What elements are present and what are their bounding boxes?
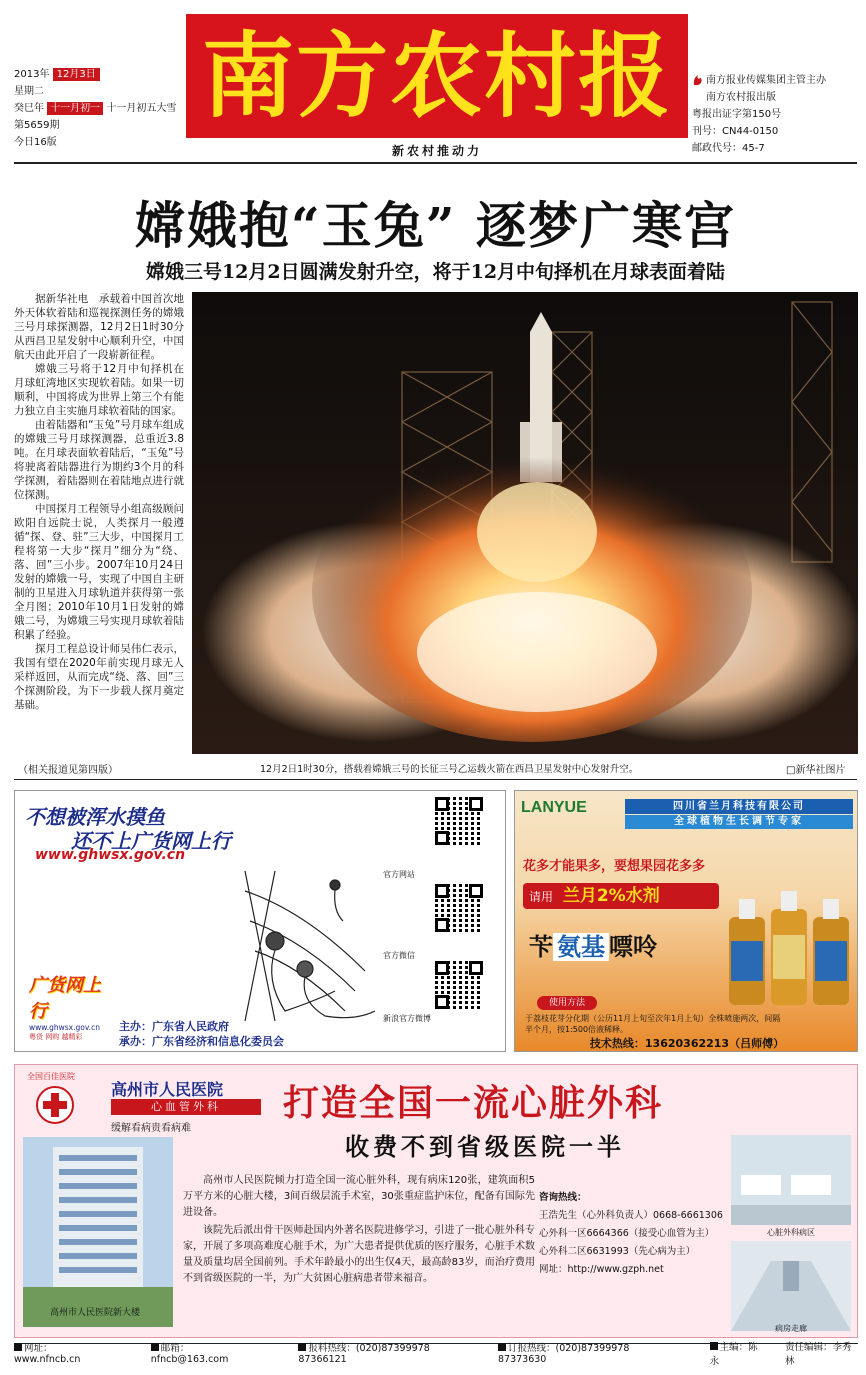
photo-credit: □新华社图片 [786,765,846,776]
publisher-line4: 刊号：CN44-0150 [692,126,779,137]
publisher-logo-icon [692,74,704,86]
publisher-line5: 邮政代号：45-7 [692,143,765,154]
lanyue-product-banner [523,883,719,909]
footer-website[interactable]: 网址：www.nfncb.cn [14,1343,81,1365]
lanyue-company: 四川省兰月科技有限公司 [625,799,853,814]
article-body [14,292,184,712]
contact-line: 心外科一区6664366（接受心血管为主） [539,1228,715,1239]
ad-guanghuo-online[interactable] [14,790,506,1052]
publisher-line3: 粤报出证字第150号 [692,109,782,120]
hospital-ad-subtitle: 收费不到省级医院一半 [345,1133,625,1161]
square-icon [710,1342,718,1350]
ward-photo-2-caption: 病房走廊 [775,1324,807,1333]
page-count: 今日16版 [14,137,57,148]
contact-url[interactable]: 网址：http://www.gzph.net [539,1264,664,1275]
lanyue-product: 兰月2%水剂 [562,886,660,906]
rocket-launch-image [192,292,858,754]
photo-caption: 12月2日1时30分，搭载着嫦娥三号的长征三号乙运载火箭在西昌卫星发射中心发射升空。 [260,764,639,775]
qr-code-group [383,797,503,1024]
footer-email[interactable]: 邮箱：nfncb@163.com [150,1343,229,1365]
ad-lanyue[interactable] [514,790,858,1052]
ad1-url[interactable]: www.ghwsx.gov.cn [35,847,186,863]
contact-line: 心外科二区6631993（先心病为主） [539,1246,696,1257]
slogan: 新农村推动力 [391,144,482,158]
square-icon [14,1343,22,1351]
product-bottles-image [725,889,853,1009]
qr-code-website[interactable] [435,797,483,845]
footer-duty-editor: 责任编辑：李秀林 [784,1341,852,1367]
masthead-publisher-block [692,72,862,157]
fishermen-illustration [205,851,395,1031]
lanyue-use-prefix: 请用 [529,890,554,904]
hospital-cross-icon [35,1085,75,1125]
building-caption: 高州市人民医院新大楼 [49,1308,140,1318]
divider [14,779,857,780]
lanyue-tagline: 全球植物生长调节专家 [625,815,853,829]
publisher-line1: 南方报业传媒集团主管主办 [706,75,826,86]
ad1-organizer: 承办：广东省经济和信息化委员会 [119,1035,284,1048]
rocket-launch-photo [192,292,858,754]
divider [14,162,857,164]
hospital-dept: 心血管外科 [111,1099,261,1115]
subheadline: 嫦娥三号12月2日圆满发射升空，将于12月中旬择机在月球表面着陆 [145,261,726,283]
ad1-sponsors [119,1019,284,1049]
masthead-date-block [14,66,184,151]
issue-number: 第5659期 [14,120,60,131]
ingredient-a: 苄 [529,933,553,961]
ward-photo-2 [731,1241,851,1331]
date-year: 2013年 [14,69,50,80]
hospital-badge: 全国百佳医院 [27,1072,75,1081]
qr-label-wechat: 官方微信 [383,951,415,960]
hospital-ad-title: 打造全国一流心脏外科 [283,1083,664,1124]
qr-code-weibo[interactable] [435,961,483,1009]
hospital-building-image [23,1137,173,1327]
lunar-term: 十一月初五大雪 [106,103,177,114]
square-icon [151,1343,159,1351]
square-icon [498,1343,506,1351]
usage-text: 于荔枝花芽分化期（公历11月上旬至次年1月上旬）全株喷施两次，间隔半个月，按1:500倍液稀释。 [525,1014,781,1034]
ad-gaozhou-hospital[interactable] [14,1064,858,1338]
ward-photo-1-caption: 心脏外科病区 [767,1228,815,1237]
ward-photo-1 [731,1135,851,1225]
date-month-day: 12月3日 [53,68,100,81]
logo-text: 南方农村报 [201,22,672,130]
newspaper-logo [186,14,688,138]
footer-report-hotline[interactable]: 报料热线：(020)87399978 87366121 [298,1343,430,1365]
footer-editor: 主编：陈永 [709,1341,758,1367]
lunar-year: 癸巳年 [14,103,44,114]
hospital-body-1: 高州市人民医院倾力打造全国一流心脏外科，现有病床120张，建筑面积5万平方米的心脏大楼，3间百级层流手术室，30张重症监护床位，配备有国际先进设备。 [183,1175,535,1218]
article-paragraph: 据新华社电 承载着中国首次地外天体软着陆和巡视探测任务的嫦娥三号月球探测器，12月2日1时30分从西昌卫星发射中心顺利升空，中国航天由此开启了一段崭新征程。 [14,293,184,361]
ad1-host: 主办：广东省人民政府 [119,1020,229,1033]
guanghuo-logo-url: www.ghwsx.gov.cn [29,1023,100,1032]
weekday: 星期二 [14,86,44,97]
article-paragraph: 由着陆器和“玉兔”号月球车组成的嫦娥三号月球探测器，总重近3.8吨。在月球表面软着陆后，“玉兔”号将驶离着陆器进行为期约3个月的科学探测，着陆器则在着陆地点进行就位探测。 [14,419,184,501]
contact-title: 咨询热线： [539,1192,587,1203]
ad1-headline-1: 不想被浑水摸鱼 [25,805,165,829]
qr-label-website: 官方网站 [383,870,415,879]
guanghuo-logo [29,971,109,1041]
related-reports-link[interactable]: （相关报道见第四版） [18,765,118,776]
footer-bar [14,1341,858,1367]
lanyue-ingredient [529,927,657,962]
ingredient-b: 氨基 [553,933,609,961]
headline[interactable]: 嫦娥抱“玉兔” 逐梦广寒宫 [135,196,736,255]
article-paragraph: 嫦娥三号将于12月中旬择机在月球虹湾地区实现软着陆。如果一切顺利，中国将成为世界上第三个有能力独立自主实施月球软着陆的国家。 [14,363,184,417]
qr-label-weibo: 新浪官方微博 [383,1014,431,1023]
ad1-headline-2: 还不上广货网上行 [71,829,231,853]
guanghuo-logo-tag: 粤货 网购 越精彩 [29,1033,83,1041]
guanghuo-logo-text: 广货网上行 [29,975,101,1022]
hospital-name: 高州市人民医院 [111,1080,224,1099]
usage-title: 使用方法 [537,996,597,1010]
hospital-motto: 缓解看病贵看病难 [111,1123,191,1134]
hospital-body-2: 该院先后派出骨干医师赴国内外著名医院进修学习，引进了一批心脏外科专家，开展了多项高难度心脏手术，为广大患者提供优质的医疗服务，心脏手术数量及质量均居全国前列。手术年龄最小的出生仅4天，最高龄83岁，而治疗费用不到省级医院的一半，为广大贫困心脏病患者带来福音。 [183,1225,535,1284]
article-paragraph: 探月工程总设计师吴伟仁表示，我国有望在2020年前实现月球无人采样返回，从而完成“绕、落、回”三个探测阶段，为下一步载人探月奠定基础。 [14,643,184,711]
square-icon [298,1343,306,1351]
lanyue-hotline[interactable]: 技术热线：13620362213（吕师傅） [589,1037,785,1050]
hospital-contacts [539,1189,739,1279]
lunar-month-day: 十一月初一 [47,102,103,115]
footer-subscribe-hotline[interactable]: 订报热线：(020)87399978 87373630 [498,1343,630,1365]
contact-line: 王浩先生（心外科负责人）0668-6661306 [539,1210,723,1221]
lanyue-brand: LANYUE [521,799,587,816]
publisher-line2: 南方农村报出版 [706,92,776,103]
ingredient-c: 嘌呤 [609,933,657,961]
article-paragraph: 中国探月工程领导小组高级顾问欧阳自远院士说，人类探月一般遵循“探、登、驻”三大步，中国探月工程将第一大步“探月”细分为“绕、落、回”三小步。2007年10月24日发射的嫦娥一号，实现了中国自主研制的卫星进入月球轨道并获得第一张全月图；2010年10月1日发射的嫦娥二号，为嫦娥三号实现月球软着陆积累了经验。 [14,503,184,641]
qr-code-wechat[interactable] [435,884,483,932]
lanyue-slogan: 花多才能果多，要想果园花多多 [523,859,706,874]
